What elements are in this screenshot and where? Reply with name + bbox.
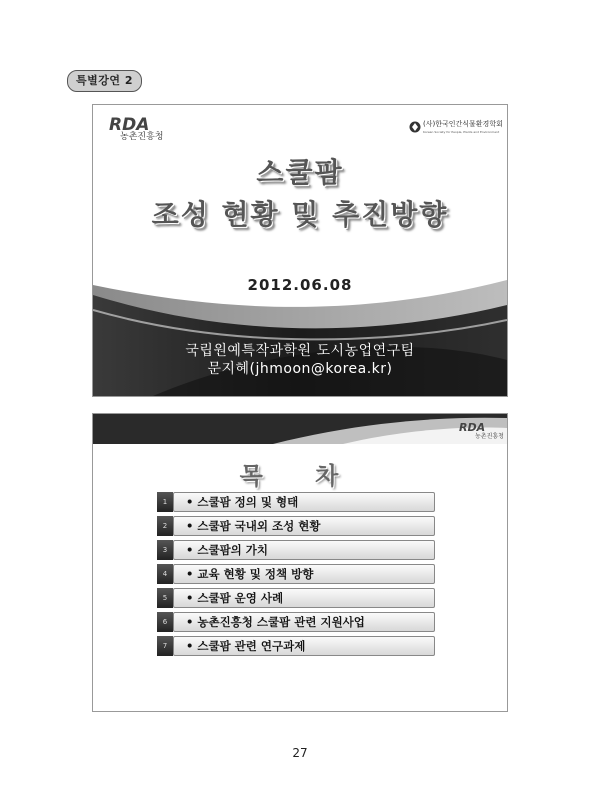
toc-item-label: • 스쿨팜 운영 사례 bbox=[186, 591, 284, 605]
presentation-date: 2012.06.08 bbox=[247, 276, 353, 294]
toc-item-bar bbox=[173, 564, 435, 584]
toc-item-number: 3 bbox=[157, 540, 173, 560]
toc-item-number: 6 bbox=[157, 612, 173, 632]
title-slide bbox=[92, 104, 508, 397]
slide-header-band bbox=[93, 414, 507, 444]
toc-item bbox=[157, 540, 435, 560]
toc-item-bar bbox=[173, 516, 435, 536]
society-name-en: Korean Society for People, Plants and Environment bbox=[423, 130, 500, 134]
toc-item-label: • 교육 현황 및 정책 방향 bbox=[186, 567, 314, 581]
toc-item bbox=[157, 516, 435, 536]
toc-item bbox=[157, 492, 435, 512]
toc-item-number: 2 bbox=[157, 516, 173, 536]
toc-item-bar bbox=[173, 492, 435, 512]
society-name: (사)한국인간식물환경학회 bbox=[423, 120, 503, 128]
toc-item-bar bbox=[173, 588, 435, 608]
toc-item-label: • 농촌진흥청 스쿨팜 관련 지원사업 bbox=[186, 615, 365, 629]
leaf-emblem-icon bbox=[409, 121, 421, 133]
slide-title-line1: 스쿨팜 bbox=[256, 156, 344, 189]
toc-item-number: 4 bbox=[157, 564, 173, 584]
toc-item-label: • 스쿨팜 관련 연구과제 bbox=[186, 639, 306, 653]
toc-item bbox=[157, 636, 435, 656]
toc-item bbox=[157, 612, 435, 632]
toc-item-number: 5 bbox=[157, 588, 173, 608]
toc-item-label: • 스쿨팜 국내외 조성 현황 bbox=[186, 519, 321, 533]
rda-logo-text: RDA bbox=[109, 115, 150, 135]
page-number: 27 bbox=[292, 746, 308, 760]
slide-title-line2: 조성 현황 및 추진방향 bbox=[151, 198, 449, 231]
toc-item-bar bbox=[173, 540, 435, 560]
rda-logo-text: RDA bbox=[459, 421, 486, 434]
toc-item bbox=[157, 588, 435, 608]
rda-logo-subtitle: 농촌진흥청 bbox=[475, 433, 504, 440]
section-tag: 특별강연 2 bbox=[67, 70, 142, 92]
toc-item-number: 7 bbox=[157, 636, 173, 656]
toc-item-label: • 스쿨팜의 가치 bbox=[186, 543, 269, 557]
toc-item-bar bbox=[173, 612, 435, 632]
toc-item-label: • 스쿨팜 정의 및 형태 bbox=[186, 495, 299, 509]
society-logo bbox=[409, 119, 505, 141]
toc-slide bbox=[92, 413, 508, 712]
rda-logo-subtitle: 농촌진흥청 bbox=[120, 132, 164, 142]
toc-title: 목 차 bbox=[239, 462, 361, 490]
presenter-name: 문지혜(jhmoon@korea.kr) bbox=[207, 361, 393, 377]
toc-item bbox=[157, 564, 435, 584]
presenter-organization: 국립원예특작과학원 도시농업연구팀 bbox=[185, 343, 415, 359]
toc-item-number: 1 bbox=[157, 492, 173, 512]
toc-item-bar bbox=[173, 636, 435, 656]
